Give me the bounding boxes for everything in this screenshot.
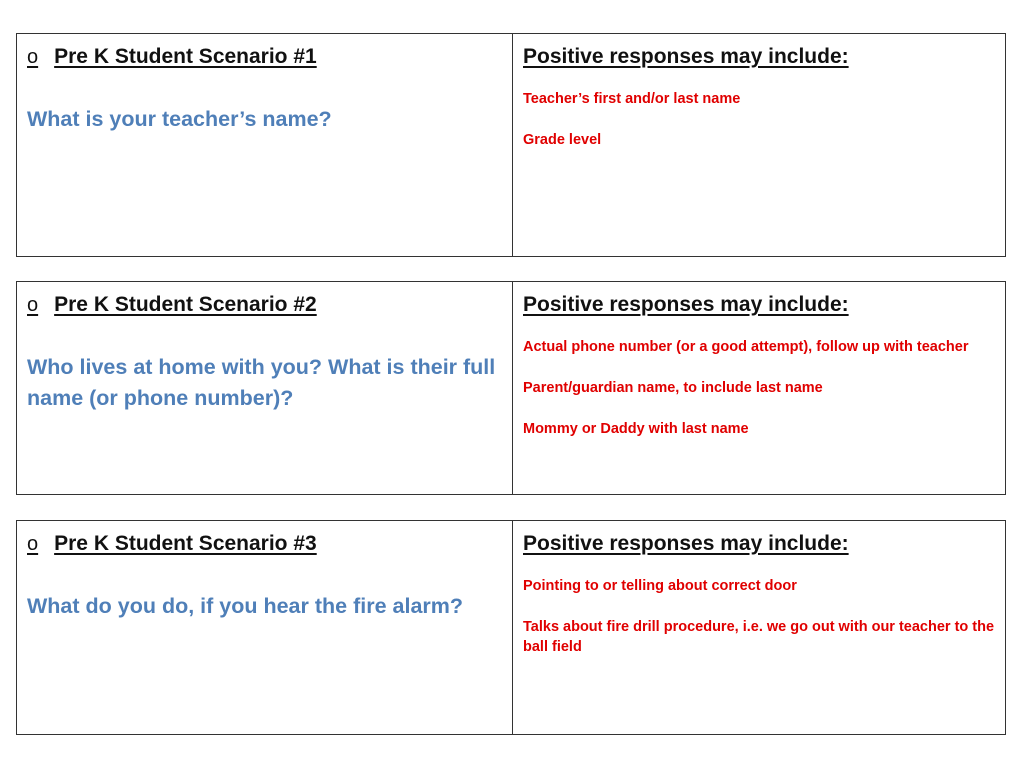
- response-item: Mommy or Daddy with last name: [523, 421, 749, 437]
- response-item: Pointing to or telling about correct door: [523, 578, 797, 594]
- scenario-card-1: [16, 33, 1006, 257]
- bullet-icon: o: [27, 293, 39, 316]
- scenario-question-panel: [17, 282, 513, 494]
- bullet-icon: o: [27, 45, 39, 68]
- responses-heading: Positive responses may include:: [523, 532, 849, 555]
- response-item: Parent/guardian name, to include last name: [523, 380, 823, 396]
- bullet-icon: o: [27, 532, 39, 555]
- scenario-question-panel: [17, 34, 513, 256]
- response-item: Teacher’s first and/or last name: [523, 91, 741, 107]
- responses-list: [523, 576, 995, 657]
- scenario-title: Pre K Student Scenario #2: [54, 293, 317, 316]
- response-item: Actual phone number (or a good attempt), follow up with teacher: [523, 339, 969, 355]
- scenario-question: Who lives at home with you? What is their full name (or phone number)?: [27, 355, 496, 410]
- scenario-title: Pre K Student Scenario #3: [54, 532, 317, 555]
- response-item: Grade level: [523, 132, 602, 148]
- responses-panel: [513, 34, 1005, 256]
- response-item: Talks about fire drill procedure, i.e. we go out with our teacher to the ball field: [523, 619, 995, 655]
- scenario-question-panel: [17, 521, 513, 734]
- responses-heading: Positive responses may include:: [523, 293, 849, 316]
- scenario-card-3: [16, 520, 1006, 735]
- scenario-title: Pre K Student Scenario #1: [54, 45, 317, 68]
- scenario-card-2: [16, 281, 1006, 495]
- scenario-question: What do you do, if you hear the fire alarm?: [27, 594, 464, 618]
- responses-heading: Positive responses may include:: [523, 45, 849, 68]
- responses-list: [523, 89, 995, 150]
- responses-panel: [513, 282, 1005, 494]
- responses-list: [523, 337, 995, 439]
- scenario-question: What is your teacher’s name?: [27, 107, 332, 131]
- responses-panel: [513, 521, 1005, 734]
